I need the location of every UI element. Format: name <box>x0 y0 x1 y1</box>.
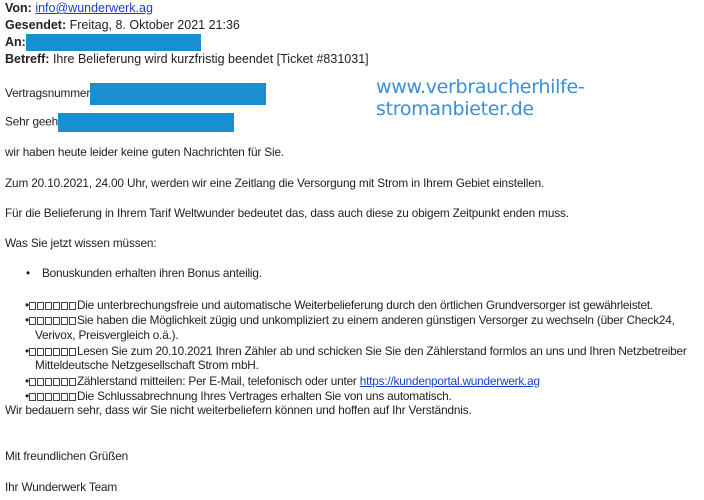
from-label: Von: <box>5 1 32 15</box>
subject-label: Betreff: <box>5 52 50 66</box>
subject-value: Ihre Belieferung wird kurzfristig beendet [Ticket #831031] <box>52 52 369 66</box>
subject-row <box>5 52 369 67</box>
bullet-bonus: • Bonuskunden erhalten ihren Bonus anteilig. <box>26 266 262 280</box>
redacted-name <box>58 113 234 132</box>
paragraph-4: Was Sie jetzt wissen müssen: <box>5 236 157 250</box>
paragraph-5: Wir bedauern sehr, dass wir Sie nicht weiterbeliefern können und hoffen auf Ihr Verständnis. <box>5 403 472 417</box>
paragraph-1: wir haben heute leider keine guten Nachrichten für Sie. <box>5 145 284 159</box>
from-email-link[interactable]: info@wunderwerk.ag <box>35 1 153 15</box>
to-row <box>5 34 201 51</box>
bullet-item: • Die unterbrechungsfreie und automatische Weiterbelieferung durch den örtlichen Grundversorger ist gewährleistet. <box>25 298 654 312</box>
redacted-recipient <box>26 34 201 51</box>
salutation-row <box>5 113 234 132</box>
bullet-continuation: Mitteldeutsche Netzgesellschaft Strom mbH. <box>35 358 259 372</box>
sent-value: Freitag, 8. Oktober 2021 21:36 <box>69 18 240 32</box>
watermark: www.verbraucherhilfe-stromanbieter.de <box>376 76 585 120</box>
bullet-item: • Lesen Sie zum 20.10.2021 Ihren Zähler ab und schicken Sie Sie den Zählerstand formlos an uns und Ihren Netzbetreiber <box>25 344 687 358</box>
to-label: An: <box>5 34 26 49</box>
bullet-continuation: Verivox, Preisvergleich o.ä.). <box>35 328 179 342</box>
bullet-icon: • <box>26 266 30 280</box>
closing: Mit freundlichen Grüßen <box>5 449 129 463</box>
paragraph-2: Zum 20.10.2021, 24.00 Uhr, werden wir eine Zeitlang die Versorgung mit Strom in Ihrem Gebiet einstellen. <box>5 176 545 190</box>
bullet-item: • Zählerstand mitteilen: Per E-Mail, telefonisch oder unter https://kundenportal.wunderwerk.ag <box>25 374 540 388</box>
redacted-contract-number <box>90 83 266 105</box>
contract-row <box>5 83 266 105</box>
sent-label: Gesendet: <box>5 18 67 32</box>
salutation: Sehr geeh <box>5 114 59 129</box>
paragraph-3: Für die Belieferung in Ihrem Tarif Weltwunder bedeutet das, dass auch diese zu obigem Zeitpunkt enden muss. <box>5 206 569 220</box>
portal-link[interactable]: https://kundenportal.wunderwerk.ag <box>359 374 540 388</box>
sent-row <box>5 18 240 33</box>
from-row <box>5 1 153 16</box>
signature: Ihr Wunderwerk Team <box>5 480 118 494</box>
bullet-item: • Die Schlussabrechnung Ihres Vertrages erhalten Sie von uns automatisch. <box>25 389 452 403</box>
bullet-item: • Sie haben die Möglichkeit zügig und unkompliziert zu einem anderen günstigen Versorger zu wechseln (über Check24, <box>25 313 675 327</box>
contract-label: Vertragsnummer <box>5 86 91 101</box>
